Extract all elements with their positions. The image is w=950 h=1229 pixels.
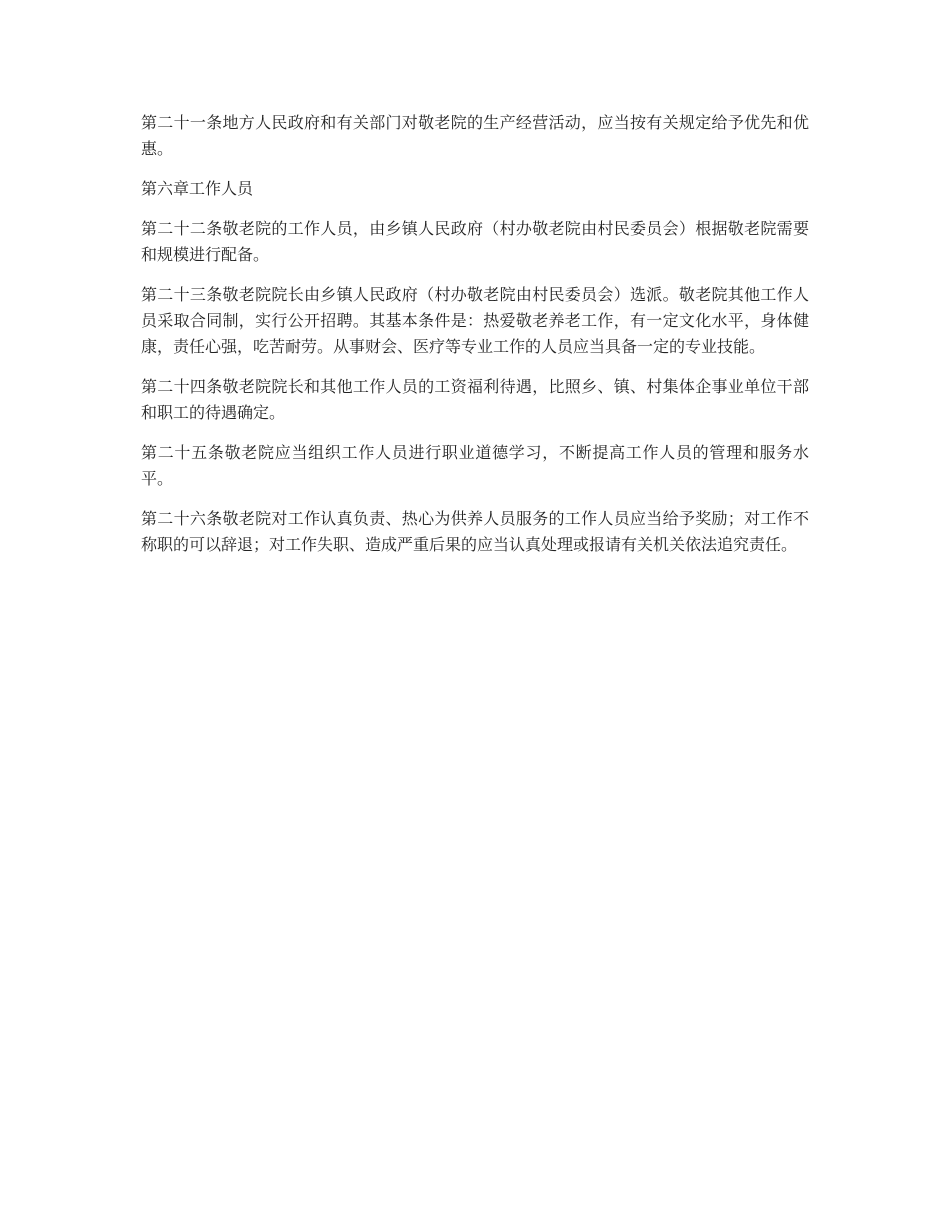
- article-21-paragraph: 第二十一条地方人民政府和有关部门对敬老院的生产经营活动，应当按有关规定给予优先和优惠。: [141, 113, 809, 158]
- document-body: [141, 110, 809, 572]
- article-23-paragraph: 第二十三条敬老院院长由乡镇人民政府（村办敬老院由村民委员会）选派。敬老院其他工作人员采取合同制，实行公开招聘。其基本条件是：热爱敬老养老工作，有一定文化水平，身体健康，责任心强，吃苦耐劳。从事财会、医疗等专业工作的人员应当具备一定的专业技能。: [141, 285, 809, 356]
- chapter-6-heading: 第六章工作人员: [141, 179, 254, 198]
- article-22-paragraph: 第二十二条敬老院的工作人员，由乡镇人民政府（村办敬老院由村民委员会）根据敬老院需要和规模进行配备。: [141, 219, 809, 264]
- article-26-paragraph: 第二十六条敬老院对工作认真负责、热心为供养人员服务的工作人员应当给予奖励；对工作不称职的可以辞退；对工作失职、造成严重后果的应当认真处理或报请有关机关依法追究责任。: [141, 509, 809, 554]
- article-24-paragraph: 第二十四条敬老院院长和其他工作人员的工资福利待遇，比照乡、镇、村集体企事业单位干部和职工的待遇确定。: [141, 377, 809, 422]
- article-25-paragraph: 第二十五条敬老院应当组织工作人员进行职业道德学习，不断提高工作人员的管理和服务水平。: [141, 443, 809, 488]
